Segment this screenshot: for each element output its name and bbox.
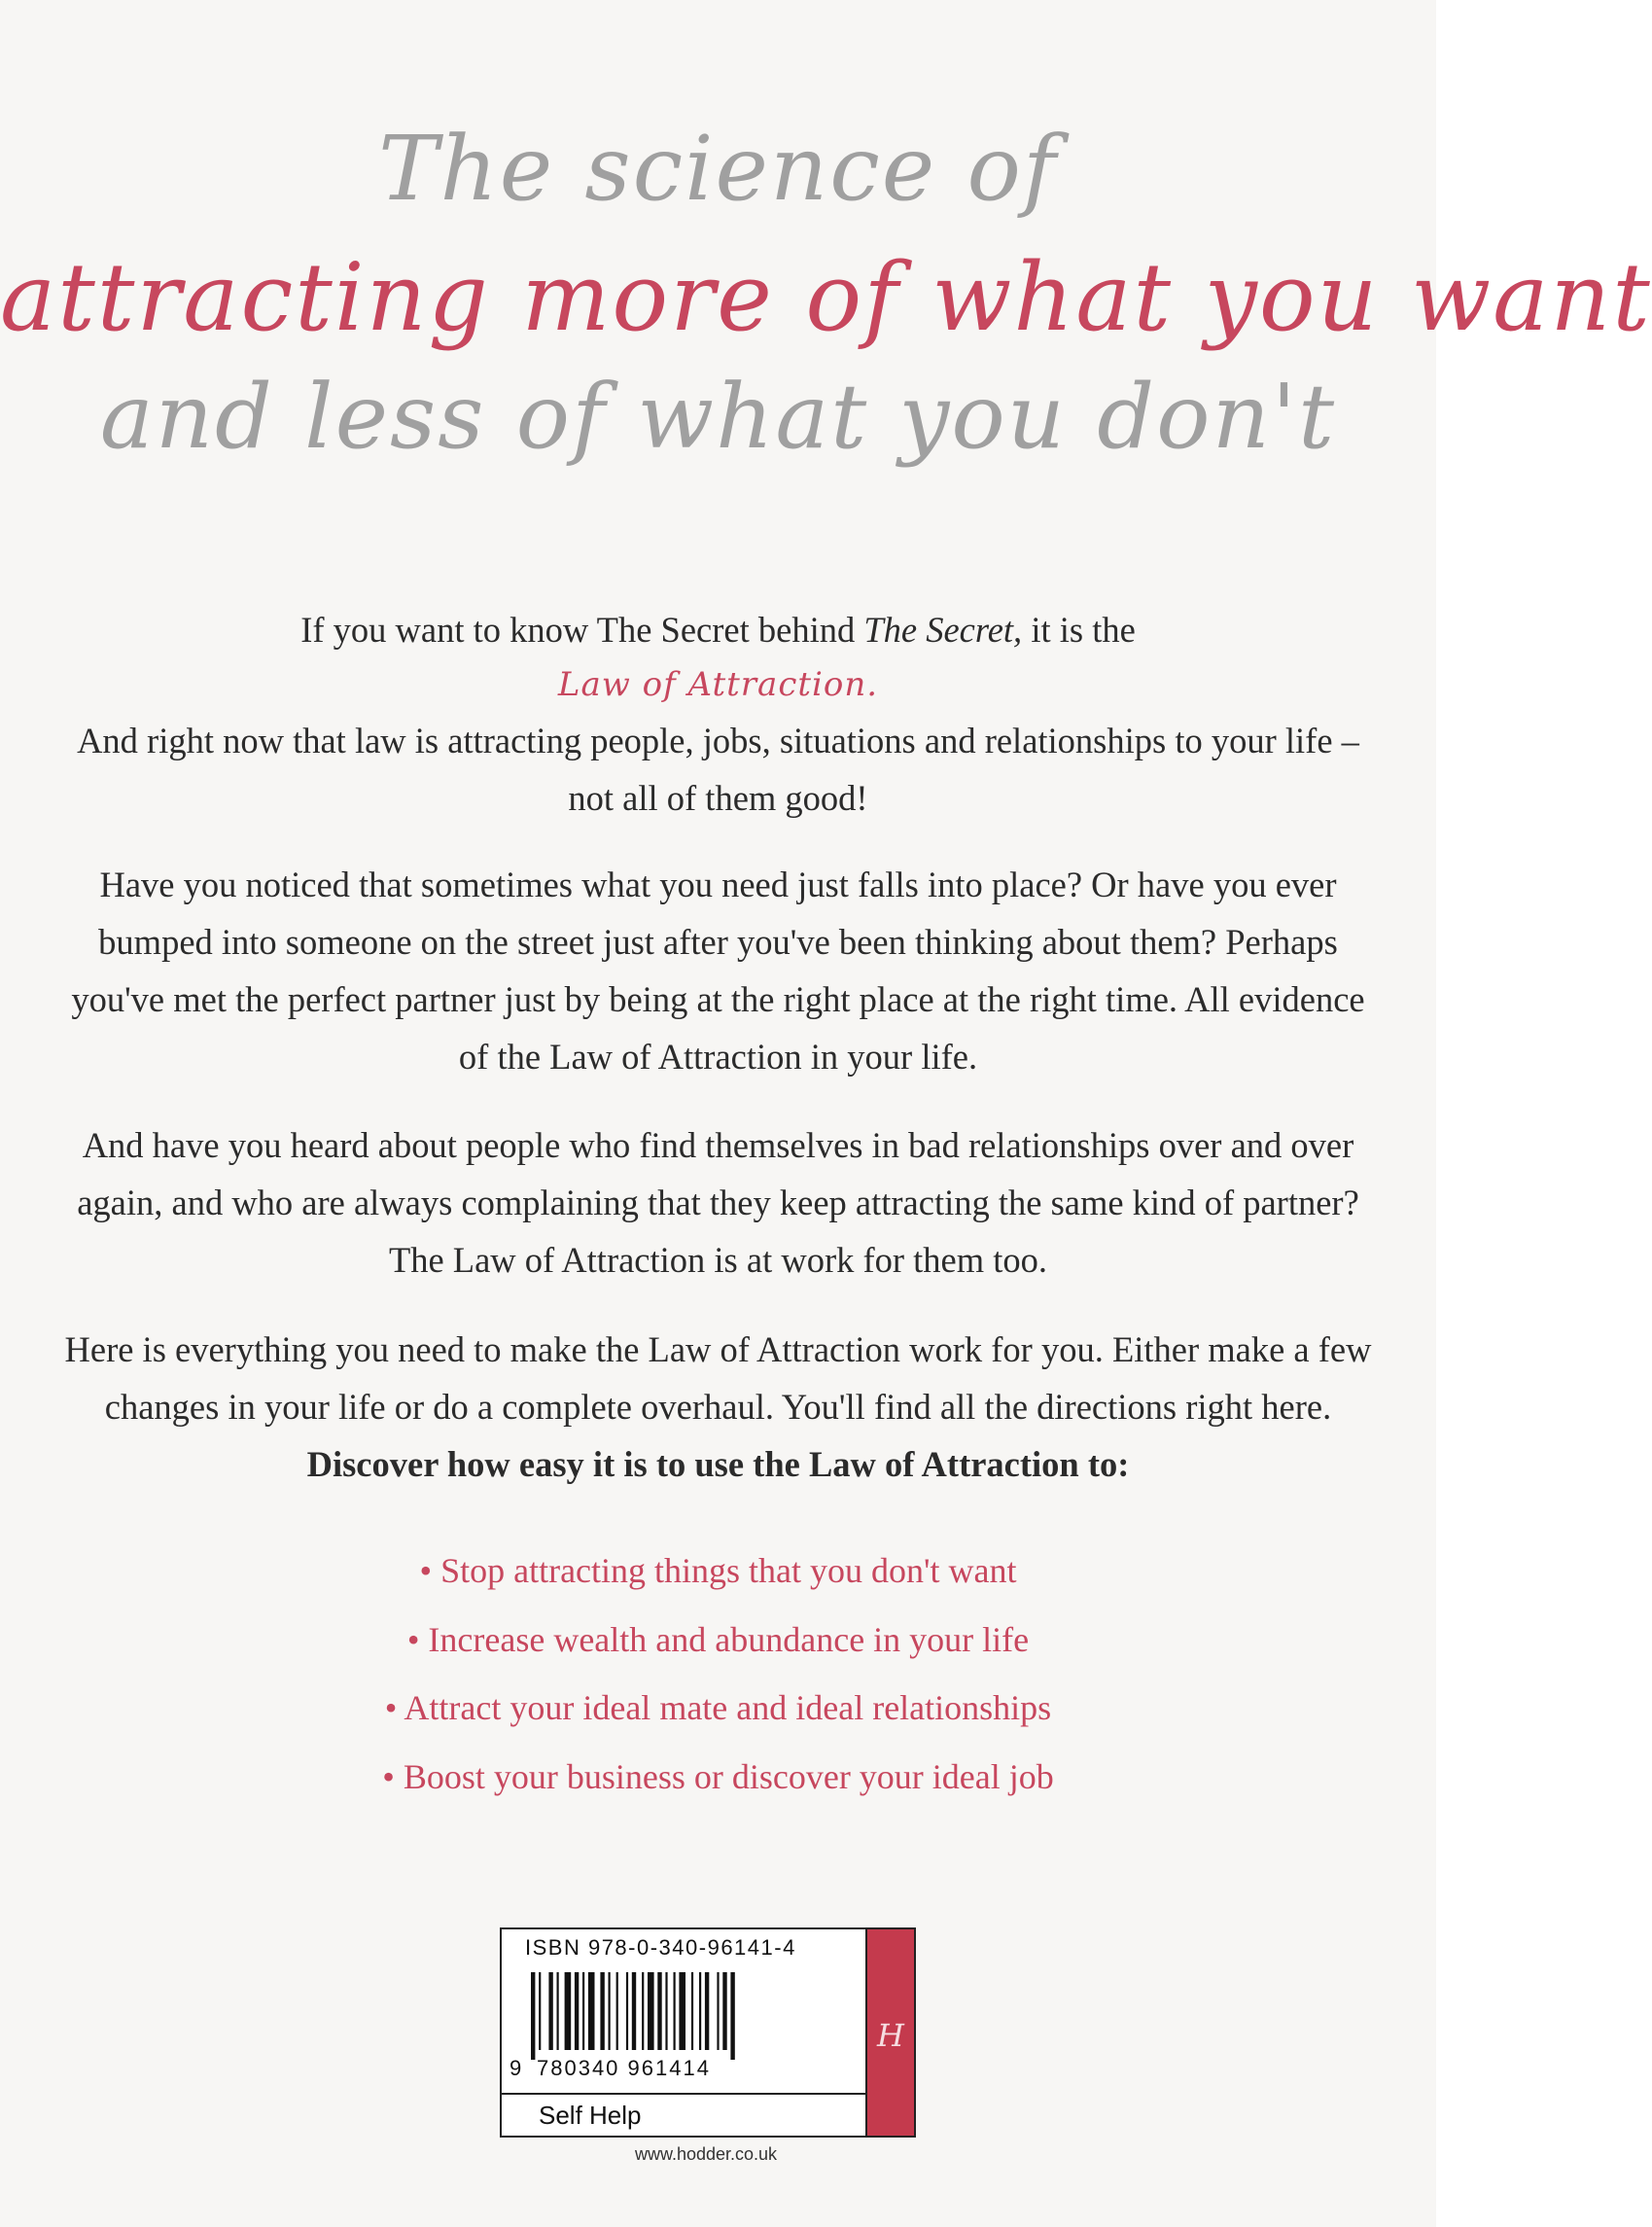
barcode-panel: [500, 1927, 916, 2138]
publisher-logo: H: [877, 2017, 904, 2054]
barcode-digit-first: 9: [510, 2056, 524, 2080]
tagline-line-2: attracting more of what you want: [0, 243, 1652, 352]
category-label: Self Help: [502, 2093, 865, 2136]
intro-line-2: And right now that law is attracting people, jobs, situations and relationships to your life – not all of them good!: [77, 721, 1359, 818]
intro-book-title: The Secret,: [863, 610, 1023, 650]
tagline-line-3: and less of what you don't: [99, 365, 1337, 469]
intro-paragraph: [58, 601, 1378, 827]
paragraph-everything: [58, 1321, 1378, 1493]
law-of-attraction-script: Law of Attraction.: [557, 665, 879, 704]
barcode-icon: [531, 1972, 861, 2060]
list-item: • Increase wealth and abundance in your life: [406, 1619, 1030, 1659]
isbn-label: ISBN 978-0-340-96141-4: [525, 1935, 796, 1960]
list-item: • Stop attracting things that you don't want: [419, 1551, 1017, 1590]
intro-prefix: If you want to know The Secret behind: [300, 610, 864, 650]
publisher-url: www.hodder.co.uk: [634, 2144, 778, 2164]
tagline-line-1: The science of: [378, 117, 1058, 221]
benefit-list: [0, 1537, 1436, 1811]
paragraph-everything-plain: Here is everything you need to make the Law of Attraction work for you. Either make a few changes in your life or do a complete overhaul. You'll find all the directions right here.: [64, 1329, 1372, 1427]
list-item: • Attract your ideal mate and ideal relationships: [384, 1688, 1052, 1727]
barcode-digits-rest: 780340 961414: [537, 2056, 711, 2080]
publisher-strip: [865, 1929, 914, 2136]
intro-suffix: it is the: [1022, 610, 1136, 650]
paragraph-everything-bold: Discover how easy it is to use the Law of Attraction to:: [306, 1444, 1130, 1484]
list-item: • Boost your business or discover your ideal job: [382, 1756, 1054, 1796]
paragraph-noticed: Have you noticed that sometimes what you need just falls into place? Or have you ever bumped into someone on the street just after you've been thinking about them? Perhaps you've met the perfect partner just by being at the right place at the right time. All evidence of the Law of Attraction in your life.: [71, 865, 1365, 1077]
paragraph-bad-relationships: And have you heard about people who find themselves in bad relationships over and over again, and who are always complaining that they keep attracting the same kind of partner? The Law of Attraction is at work for them too.: [77, 1125, 1359, 1280]
